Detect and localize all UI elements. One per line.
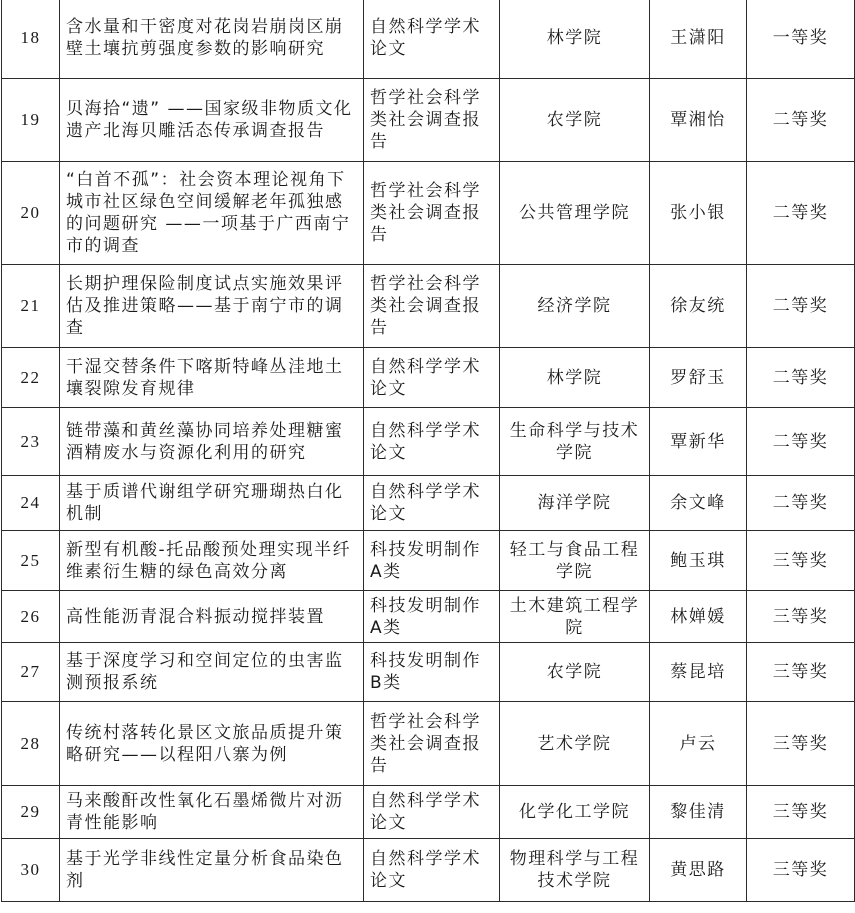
cell-number: 28 <box>2 702 60 786</box>
cell-author: 蔡昆培 <box>650 643 747 702</box>
cell-number: 26 <box>2 591 60 643</box>
cell-college: 物理科学与工程技术学院 <box>500 839 650 902</box>
cell-title: 传统村落转化景区文旅品质提升策略研究——以程阳八寨为例 <box>60 702 364 786</box>
cell-number: 19 <box>2 79 60 162</box>
cell-college: 轻工与食品工程学院 <box>500 531 650 591</box>
cell-number: 21 <box>2 265 60 348</box>
cell-college: 经济学院 <box>500 265 650 348</box>
cell-category: 自然科学学术论文 <box>364 0 500 79</box>
cell-award: 三等奖 <box>747 591 855 643</box>
cell-author: 王潇阳 <box>650 0 747 79</box>
cell-author: 黎佳清 <box>650 786 747 839</box>
cell-category: 哲学社会科学类社会调查报告 <box>364 265 500 348</box>
cell-award: 二等奖 <box>747 476 855 531</box>
cell-number: 24 <box>2 476 60 531</box>
table-row <box>2 591 855 643</box>
cell-author: 余文峰 <box>650 476 747 531</box>
cell-category: 科技发明制作A类 <box>364 591 500 643</box>
cell-author: 黄思路 <box>650 839 747 902</box>
table-row <box>2 408 855 476</box>
table-row <box>2 476 855 531</box>
cell-college: 海洋学院 <box>500 476 650 531</box>
cell-number: 18 <box>2 0 60 79</box>
cell-title: 链带藻和黄丝藻协同培养处理糖蜜酒精废水与资源化利用的研究 <box>60 408 364 476</box>
cell-category: 自然科学学术论文 <box>364 839 500 902</box>
cell-number: 30 <box>2 839 60 902</box>
cell-college: 土木建筑工程学院 <box>500 591 650 643</box>
cell-college: 艺术学院 <box>500 702 650 786</box>
cell-number: 27 <box>2 643 60 702</box>
cell-category: 哲学社会科学类社会调查报告 <box>364 702 500 786</box>
cell-author: 林婵媛 <box>650 591 747 643</box>
table-row <box>2 162 855 265</box>
table-row <box>2 0 855 79</box>
cell-title: 基于光学非线性定量分析食品染色剂 <box>60 839 364 902</box>
cell-category: 科技发明制作A类 <box>364 531 500 591</box>
cell-number: 25 <box>2 531 60 591</box>
cell-college: 林学院 <box>500 0 650 79</box>
cell-award: 二等奖 <box>747 408 855 476</box>
table-row <box>2 265 855 348</box>
cell-category: 自然科学学术论文 <box>364 408 500 476</box>
table-row <box>2 839 855 902</box>
cell-title: 高性能沥青混合料振动搅拌装置 <box>60 591 364 643</box>
table-row <box>2 643 855 702</box>
cell-award: 三等奖 <box>747 531 855 591</box>
cell-college: 生命科学与技术学院 <box>500 408 650 476</box>
cell-number: 20 <box>2 162 60 265</box>
cell-title: 贝海拾“遗” ——国家级非物质文化遗产北海贝雕活态传承调查报告 <box>60 79 364 162</box>
cell-number: 22 <box>2 348 60 408</box>
cell-college: 农学院 <box>500 79 650 162</box>
cell-author: 覃湘怡 <box>650 79 747 162</box>
cell-award: 二等奖 <box>747 162 855 265</box>
cell-author: 卢云 <box>650 702 747 786</box>
cell-award: 二等奖 <box>747 348 855 408</box>
cell-author: 徐友统 <box>650 265 747 348</box>
cell-college: 公共管理学院 <box>500 162 650 265</box>
table-row <box>2 531 855 591</box>
cell-title: 长期护理保险制度试点实施效果评估及推进策略——基于南宁市的调查 <box>60 265 364 348</box>
awards-table <box>1 0 855 902</box>
cell-category: 哲学社会科学类社会调查报告 <box>364 79 500 162</box>
cell-author: 鲍玉琪 <box>650 531 747 591</box>
cell-author: 张小银 <box>650 162 747 265</box>
cell-award: 二等奖 <box>747 265 855 348</box>
cell-college: 农学院 <box>500 643 650 702</box>
cell-title: 新型有机酸-托品酸预处理实现半纤维素衍生糖的绿色高效分离 <box>60 531 364 591</box>
cell-category: 科技发明制作B类 <box>364 643 500 702</box>
cell-college: 化学化工学院 <box>500 786 650 839</box>
cell-author: 覃新华 <box>650 408 747 476</box>
cell-title: 含水量和干密度对花岗岩崩岗区崩壁土壤抗剪强度参数的影响研究 <box>60 0 364 79</box>
cell-award: 三等奖 <box>747 643 855 702</box>
cell-number: 29 <box>2 786 60 839</box>
cell-category: 自然科学学术论文 <box>364 348 500 408</box>
cell-number: 23 <box>2 408 60 476</box>
table-row <box>2 786 855 839</box>
cell-title: “白首不孤”：社会资本理论视角下城市社区绿色空间缓解老年孤独感的问题研究 ——一项基于广西南宁市的调查 <box>60 162 364 265</box>
cell-author: 罗舒玉 <box>650 348 747 408</box>
cell-college: 林学院 <box>500 348 650 408</box>
table-row <box>2 702 855 786</box>
cell-award: 二等奖 <box>747 79 855 162</box>
table-row <box>2 348 855 408</box>
cell-award: 一等奖 <box>747 0 855 79</box>
cell-category: 自然科学学术论文 <box>364 476 500 531</box>
cell-title: 干湿交替条件下喀斯特峰丛洼地土壤裂隙发育规律 <box>60 348 364 408</box>
cell-award: 三等奖 <box>747 786 855 839</box>
cell-category: 自然科学学术论文 <box>364 786 500 839</box>
cell-title: 基于深度学习和空间定位的虫害监测预报系统 <box>60 643 364 702</box>
cell-award: 三等奖 <box>747 839 855 902</box>
cell-award: 三等奖 <box>747 702 855 786</box>
cell-title: 马来酸酐改性氧化石墨烯微片对沥青性能影响 <box>60 786 364 839</box>
cell-title: 基于质谱代谢组学研究珊瑚热白化机制 <box>60 476 364 531</box>
table-row <box>2 79 855 162</box>
cell-category: 哲学社会科学类社会调查报告 <box>364 162 500 265</box>
awards-table-body <box>2 0 855 902</box>
